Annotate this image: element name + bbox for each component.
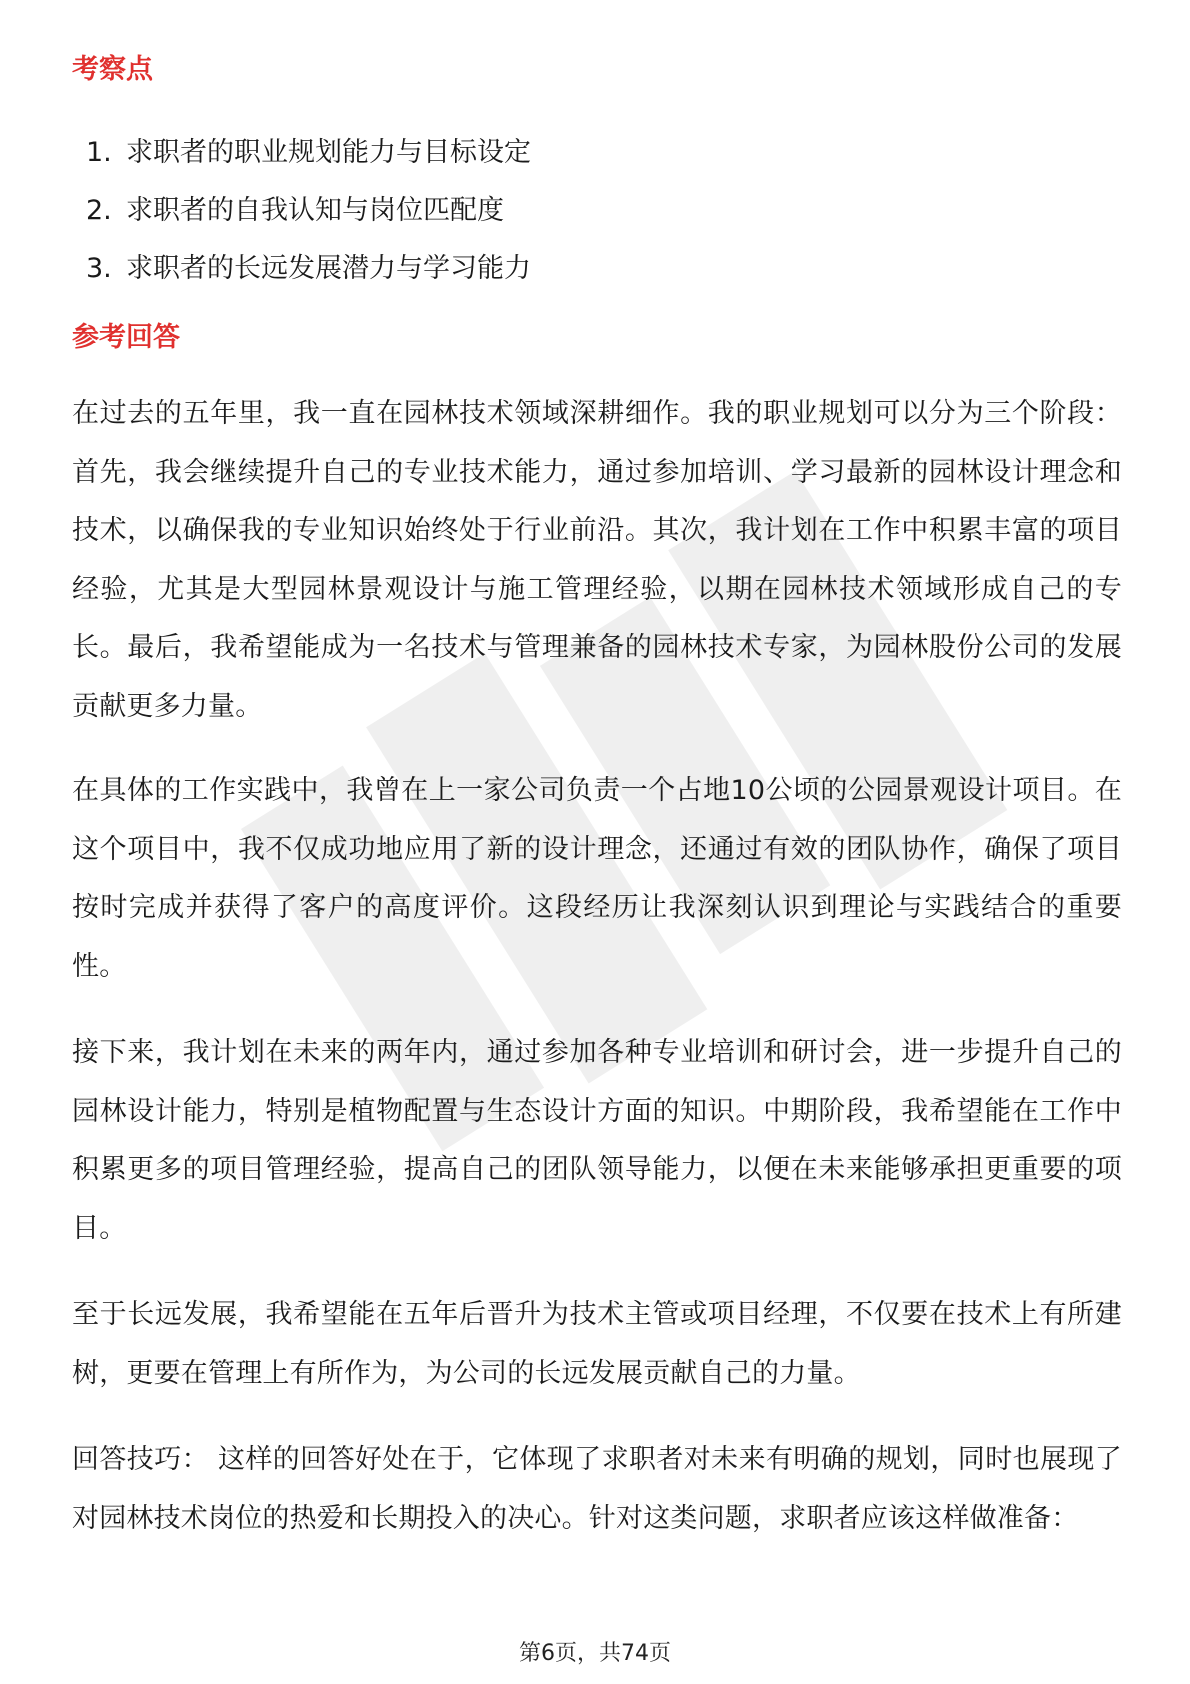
list-item-number: 3. [86,253,112,284]
answer-paragraph: 至于长远发展，我希望能在五年后晋升为技术主管或项目经理，不仅要在技术上有所建树，更要在管理上有所作为，为公司的长远发展贡献自己的力量。 [72,1299,1122,1389]
list-item [86,240,531,298]
answer-paragraph: 在过去的五年里，我一直在园林技术领域深耕细作。我的职业规划可以分为三个阶段：首先，我会继续提升自己的专业技术能力，通过参加培训、学习最新的园林设计理念和技术，以确保我的专业知识始终处于行业前沿。其次，我计划在工作中积累丰富的项目经验，尤其是大型园林景观设计与施工管理经验，以期在园林技术领域形成自己的专长。最后，我希望能成为一名技术与管理兼备的园林技术专家，为园林股份公司的发展贡献更多力量。 [72,398,1122,722]
list-item-number: 2. [86,195,112,226]
answer-paragraph: 在具体的工作实践中，我曾在上一家公司负责一个占地10公顷的公园景观设计项目。在这个项目中，我不仅成功地应用了新的设计理念，还通过有效的团队协作，确保了项目按时完成并获得了客户的高度评价。这段经历让我深刻认识到理论与实践结合的重要性。 [72,775,1122,982]
list-item [86,124,531,182]
list-item-number: 1. [86,137,112,168]
page-number: 第6页，共74页 [519,1641,671,1666]
list-item-text: 求职者的自我认知与岗位匹配度 [126,195,504,226]
points-heading: 考察点 [72,54,153,85]
list-item [86,182,531,240]
list-item-text: 求职者的长远发展潜力与学习能力 [126,253,531,284]
points-list [86,124,531,298]
answer-heading: 参考回答 [72,322,180,353]
tips-paragraph: 回答技巧： 这样的回答好处在于，它体现了求职者对未来有明确的规划，同时也展现了对园林技术岗位的热爱和长期投入的决心。针对这类问题，求职者应该这样做准备： [72,1444,1122,1534]
answer-paragraph: 接下来，我计划在未来的两年内，通过参加各种专业培训和研讨会，进一步提升自己的园林设计能力，特别是植物配置与生态设计方面的知识。中期阶段，我希望能在工作中积累更多的项目管理经验，提高自己的团队领导能力，以便在未来能够承担更重要的项目。 [72,1037,1122,1244]
list-item-text: 求职者的职业规划能力与目标设定 [126,137,531,168]
